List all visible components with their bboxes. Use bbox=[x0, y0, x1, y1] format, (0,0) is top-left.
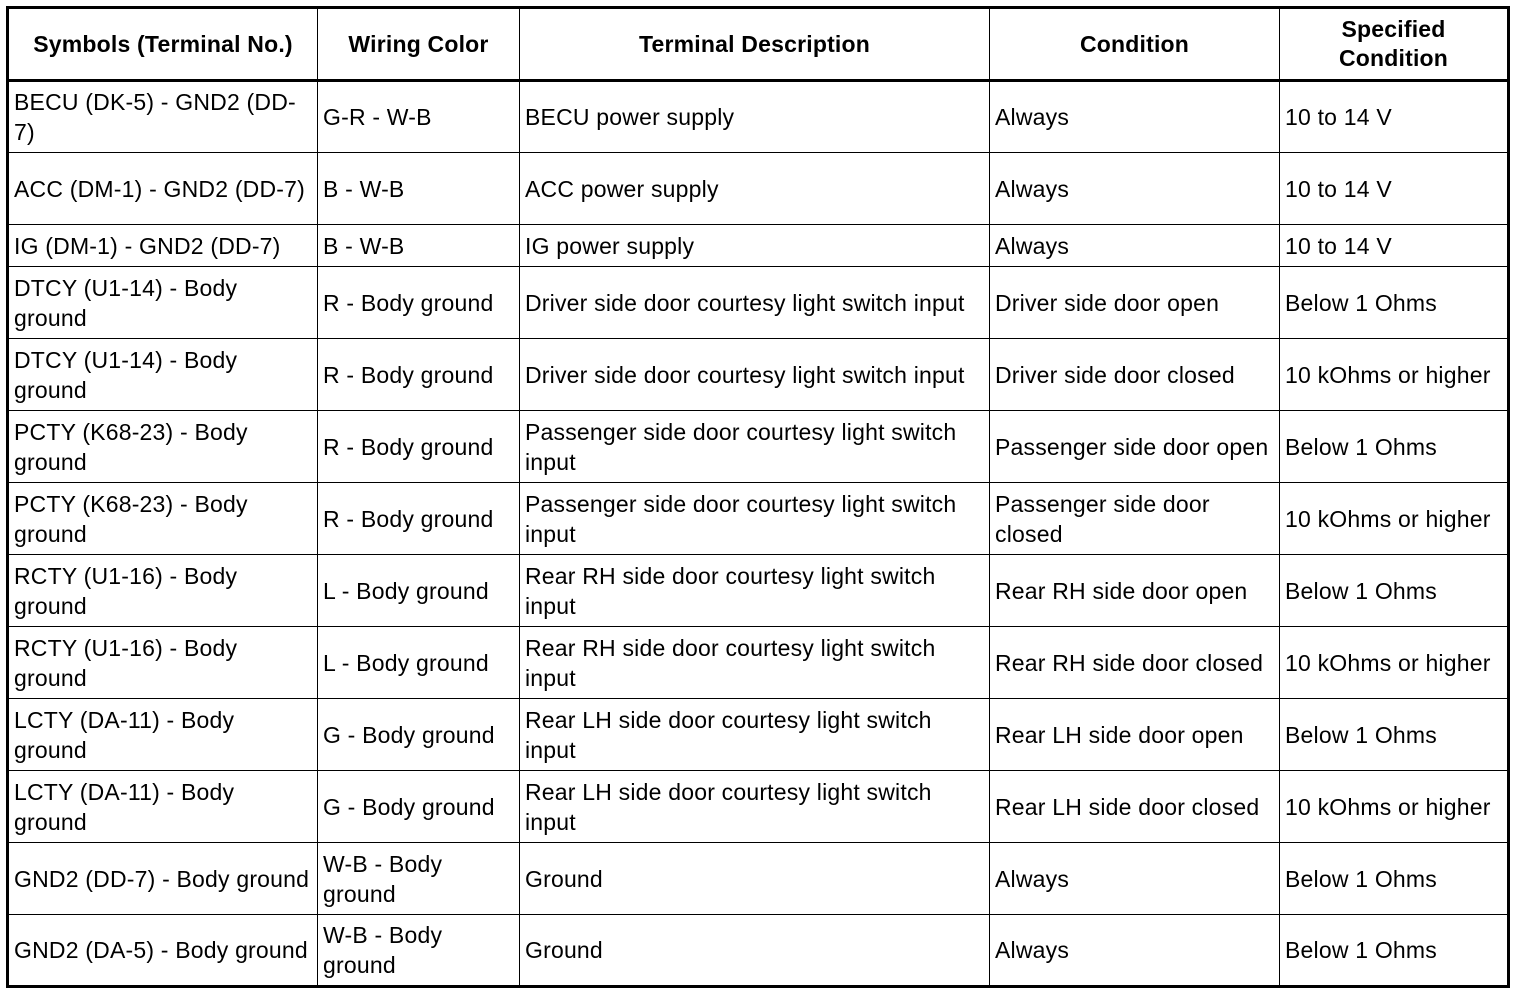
cell-specified-condition: 10 to 14 V bbox=[1280, 81, 1509, 153]
header-row bbox=[8, 8, 1509, 81]
cell-wiring-color: W-B - Body ground bbox=[318, 843, 520, 915]
cell-wiring-color: B - W-B bbox=[318, 225, 520, 267]
cell-specified-condition: 10 to 14 V bbox=[1280, 153, 1509, 225]
cell-terminal-description: Passenger side door courtesy light switch input bbox=[520, 483, 990, 555]
cell-specified-condition: Below 1 Ohms bbox=[1280, 915, 1509, 987]
cell-symbols: LCTY (DA-11) - Body ground bbox=[8, 771, 318, 843]
cell-symbols: RCTY (U1-16) - Body ground bbox=[8, 555, 318, 627]
header-wiring-color: Wiring Color bbox=[318, 8, 520, 81]
cell-terminal-description: Rear RH side door courtesy light switch input bbox=[520, 555, 990, 627]
table-row bbox=[8, 411, 1509, 483]
cell-specified-condition: Below 1 Ohms bbox=[1280, 699, 1509, 771]
cell-condition: Passenger side door open bbox=[990, 411, 1280, 483]
table-row bbox=[8, 153, 1509, 225]
cell-terminal-description: Rear RH side door courtesy light switch input bbox=[520, 627, 990, 699]
table-row bbox=[8, 267, 1509, 339]
cell-symbols: RCTY (U1-16) - Body ground bbox=[8, 627, 318, 699]
cell-wiring-color: G-R - W-B bbox=[318, 81, 520, 153]
cell-terminal-description: IG power supply bbox=[520, 225, 990, 267]
cell-condition: Always bbox=[990, 153, 1280, 225]
cell-symbols: IG (DM-1) - GND2 (DD-7) bbox=[8, 225, 318, 267]
cell-terminal-description: Driver side door courtesy light switch input bbox=[520, 267, 990, 339]
cell-symbols: BECU (DK-5) - GND2 (DD-7) bbox=[8, 81, 318, 153]
cell-symbols: ACC (DM-1) - GND2 (DD-7) bbox=[8, 153, 318, 225]
cell-condition: Always bbox=[990, 843, 1280, 915]
cell-condition: Rear LH side door closed bbox=[990, 771, 1280, 843]
table-row bbox=[8, 225, 1509, 267]
cell-wiring-color: L - Body ground bbox=[318, 627, 520, 699]
cell-condition: Driver side door open bbox=[990, 267, 1280, 339]
table-row bbox=[8, 555, 1509, 627]
cell-specified-condition: Below 1 Ohms bbox=[1280, 555, 1509, 627]
cell-symbols: PCTY (K68-23) - Body ground bbox=[8, 411, 318, 483]
cell-specified-condition: Below 1 Ohms bbox=[1280, 411, 1509, 483]
table-row bbox=[8, 339, 1509, 411]
cell-terminal-description: Driver side door courtesy light switch input bbox=[520, 339, 990, 411]
cell-condition: Passenger side door closed bbox=[990, 483, 1280, 555]
cell-terminal-description: ACC power supply bbox=[520, 153, 990, 225]
cell-wiring-color: R - Body ground bbox=[318, 267, 520, 339]
cell-wiring-color: L - Body ground bbox=[318, 555, 520, 627]
cell-symbols: DTCY (U1-14) - Body ground bbox=[8, 339, 318, 411]
cell-specified-condition: Below 1 Ohms bbox=[1280, 843, 1509, 915]
table-row bbox=[8, 771, 1509, 843]
table-row bbox=[8, 483, 1509, 555]
cell-specified-condition: Below 1 Ohms bbox=[1280, 267, 1509, 339]
cell-specified-condition: 10 kOhms or higher bbox=[1280, 771, 1509, 843]
cell-condition: Always bbox=[990, 915, 1280, 987]
header-symbols: Symbols (Terminal No.) bbox=[8, 8, 318, 81]
cell-condition: Rear LH side door open bbox=[990, 699, 1280, 771]
cell-symbols: LCTY (DA-11) - Body ground bbox=[8, 699, 318, 771]
table-row bbox=[8, 627, 1509, 699]
cell-condition: Rear RH side door closed bbox=[990, 627, 1280, 699]
cell-wiring-color: W-B - Body ground bbox=[318, 915, 520, 987]
cell-symbols: PCTY (K68-23) - Body ground bbox=[8, 483, 318, 555]
table-row bbox=[8, 699, 1509, 771]
cell-terminal-description: Ground bbox=[520, 843, 990, 915]
cell-symbols: GND2 (DA-5) - Body ground bbox=[8, 915, 318, 987]
terminal-inspection-table-wrapper bbox=[6, 6, 1510, 988]
header-terminal-description: Terminal Description bbox=[520, 8, 990, 81]
cell-terminal-description: Rear LH side door courtesy light switch input bbox=[520, 699, 990, 771]
cell-wiring-color: R - Body ground bbox=[318, 339, 520, 411]
cell-wiring-color: B - W-B bbox=[318, 153, 520, 225]
cell-wiring-color: G - Body ground bbox=[318, 771, 520, 843]
cell-specified-condition: 10 kOhms or higher bbox=[1280, 627, 1509, 699]
cell-symbols: GND2 (DD-7) - Body ground bbox=[8, 843, 318, 915]
cell-wiring-color: R - Body ground bbox=[318, 483, 520, 555]
cell-specified-condition: 10 kOhms or higher bbox=[1280, 483, 1509, 555]
cell-symbols: DTCY (U1-14) - Body ground bbox=[8, 267, 318, 339]
cell-wiring-color: G - Body ground bbox=[318, 699, 520, 771]
cell-terminal-description: Rear LH side door courtesy light switch input bbox=[520, 771, 990, 843]
terminal-inspection-table bbox=[6, 6, 1510, 988]
cell-condition: Always bbox=[990, 81, 1280, 153]
cell-terminal-description: BECU power supply bbox=[520, 81, 990, 153]
table-row bbox=[8, 843, 1509, 915]
header-condition: Condition bbox=[990, 8, 1280, 81]
cell-specified-condition: 10 kOhms or higher bbox=[1280, 339, 1509, 411]
cell-condition: Driver side door closed bbox=[990, 339, 1280, 411]
cell-terminal-description: Ground bbox=[520, 915, 990, 987]
cell-condition: Rear RH side door open bbox=[990, 555, 1280, 627]
cell-specified-condition: 10 to 14 V bbox=[1280, 225, 1509, 267]
table-row bbox=[8, 915, 1509, 987]
cell-wiring-color: R - Body ground bbox=[318, 411, 520, 483]
header-specified-condition: Specified Condition bbox=[1280, 8, 1509, 81]
cell-terminal-description: Passenger side door courtesy light switch input bbox=[520, 411, 990, 483]
cell-condition: Always bbox=[990, 225, 1280, 267]
table-row bbox=[8, 81, 1509, 153]
